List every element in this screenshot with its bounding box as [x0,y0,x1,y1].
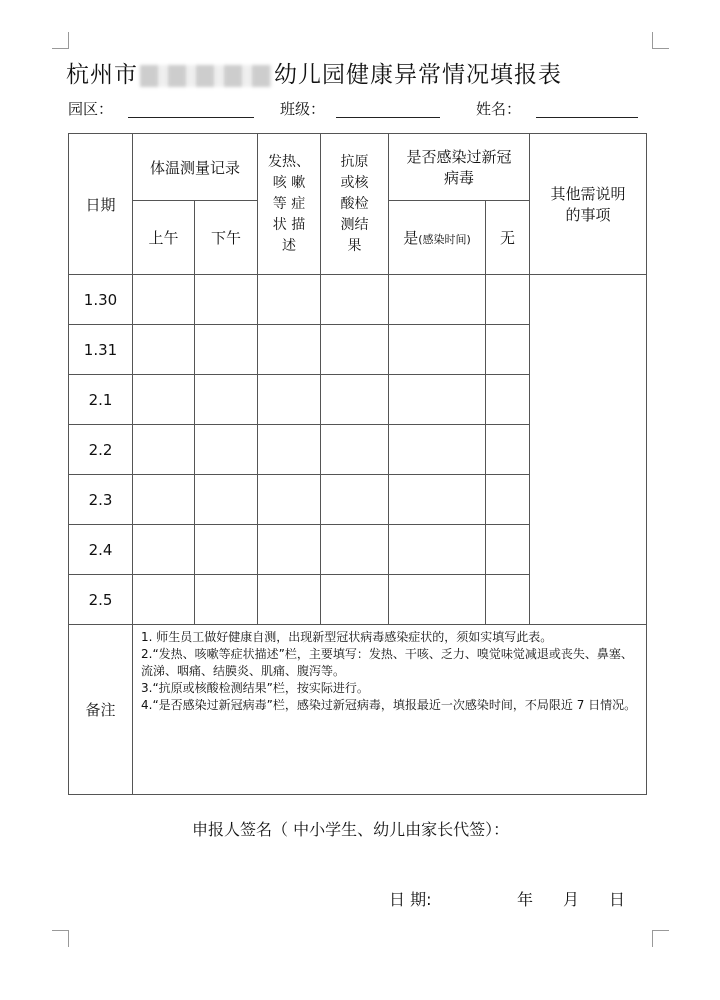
date-header: 日期 [69,134,133,275]
test-cell[interactable] [321,475,389,525]
symptoms-cell[interactable] [258,425,321,475]
remarks-label: 备注 [69,625,133,795]
remark-item: 1. 师生员工做好健康自测，出现新型冠状病毒感染症状的，须如实填写此表。 [141,630,553,644]
symptoms-cell[interactable] [258,475,321,525]
am-cell[interactable] [133,375,195,425]
date-cell: 2.4 [69,525,133,575]
am-cell[interactable] [133,525,195,575]
campus-label: 园区： [68,100,114,118]
name-field[interactable] [536,116,638,118]
date-cell: 2.1 [69,375,133,425]
page-title [66,56,656,89]
remarks-content [133,625,647,795]
symptoms-cell[interactable] [258,575,321,625]
name-label: 姓名： [476,100,522,118]
crop-mark-bottom-right [652,930,669,947]
infected-no-cell[interactable] [486,375,530,425]
pm-cell[interactable] [195,475,258,525]
month-label: 月 [563,890,580,909]
test-cell[interactable] [321,325,389,375]
test-cell[interactable] [321,525,389,575]
symptoms-cell[interactable] [258,525,321,575]
symptoms-cell[interactable] [258,275,321,325]
title-prefix: 杭州市 [66,62,138,88]
infected-yes-cell[interactable] [389,375,486,425]
crop-mark-top-left [52,32,69,49]
pm-cell[interactable] [195,375,258,425]
symptoms-header: 发热、 咳 嗽 等 症 状 描 述 [258,134,321,275]
infected-yes-cell[interactable] [389,425,486,475]
date-cell: 2.3 [69,475,133,525]
pm-cell[interactable] [195,525,258,575]
test-cell[interactable] [321,425,389,475]
class-field[interactable] [336,116,440,118]
temp-header: 体温测量记录 [133,134,258,201]
test-cell[interactable] [321,575,389,625]
campus-field[interactable] [128,116,254,118]
signature-line[interactable]: 申报人签名（ 中小学生、幼儿由家长代签）： [192,820,510,839]
pm-cell[interactable] [195,275,258,325]
date-label: 日 期: [389,890,432,909]
remark-item: 2.“发热、咳嗽等症状描述”栏，主要填写：发热、干咳、乏力、嗅觉味觉减退或丧失、鼻塞、流涕、咽痛、结膜炎、肌痛、腹泻等。 [141,647,633,678]
date-cell: 1.30 [69,275,133,325]
pm-cell[interactable] [195,425,258,475]
infected-no-cell[interactable] [486,575,530,625]
pm-cell[interactable] [195,575,258,625]
other-notes-header: 其他需说明 的事项 [530,134,647,275]
am-cell[interactable] [133,475,195,525]
health-report-table [68,133,647,795]
test-cell[interactable] [321,275,389,325]
infected-no-cell[interactable] [486,275,530,325]
infected-yes-cell[interactable] [389,575,486,625]
infected-no-header: 无 [486,201,530,275]
redacted-school-name [140,65,272,87]
infected-header: 是否感染过新冠 病毒 [389,134,530,201]
crop-mark-bottom-left [52,930,69,947]
infected-yes-cell[interactable] [389,325,486,375]
symptoms-cell[interactable] [258,375,321,425]
symptoms-cell[interactable] [258,325,321,375]
infected-no-cell[interactable] [486,475,530,525]
am-header: 上午 [133,201,195,275]
am-cell[interactable] [133,325,195,375]
class-label: 班级： [280,100,326,118]
crop-mark-top-right [652,32,669,49]
infected-yes-cell[interactable] [389,525,486,575]
am-cell[interactable] [133,425,195,475]
info-row [68,98,648,122]
day-label: 日 [609,890,626,909]
date-cell: 1.31 [69,325,133,375]
infected-yes-header: 是(感染时间) [389,201,486,275]
infected-yes-cell[interactable] [389,275,486,325]
date-cell: 2.5 [69,575,133,625]
am-cell[interactable] [133,575,195,625]
title-suffix: 幼儿园健康异常情况填报表 [274,62,562,88]
remark-item: 4.“是否感染过新冠病毒”栏，感染过新冠病毒，填报最近一次感染时间，不局限近 7 日情况。 [141,698,637,712]
table-row [69,275,647,325]
infected-no-cell[interactable] [486,525,530,575]
pm-header: 下午 [195,201,258,275]
infected-no-cell[interactable] [486,425,530,475]
other-notes-cell[interactable] [530,275,647,625]
test-cell[interactable] [321,375,389,425]
remarks-row [69,625,647,795]
test-result-header: 抗原 或核 酸检 测结 果 [321,134,389,275]
infected-no-cell[interactable] [486,325,530,375]
pm-cell[interactable] [195,325,258,375]
year-label: 年 [517,890,534,909]
remark-item: 3.“抗原或核酸检测结果”栏，按实际进行。 [141,681,369,695]
infected-yes-cell[interactable] [389,475,486,525]
date-cell: 2.2 [69,425,133,475]
am-cell[interactable] [133,275,195,325]
